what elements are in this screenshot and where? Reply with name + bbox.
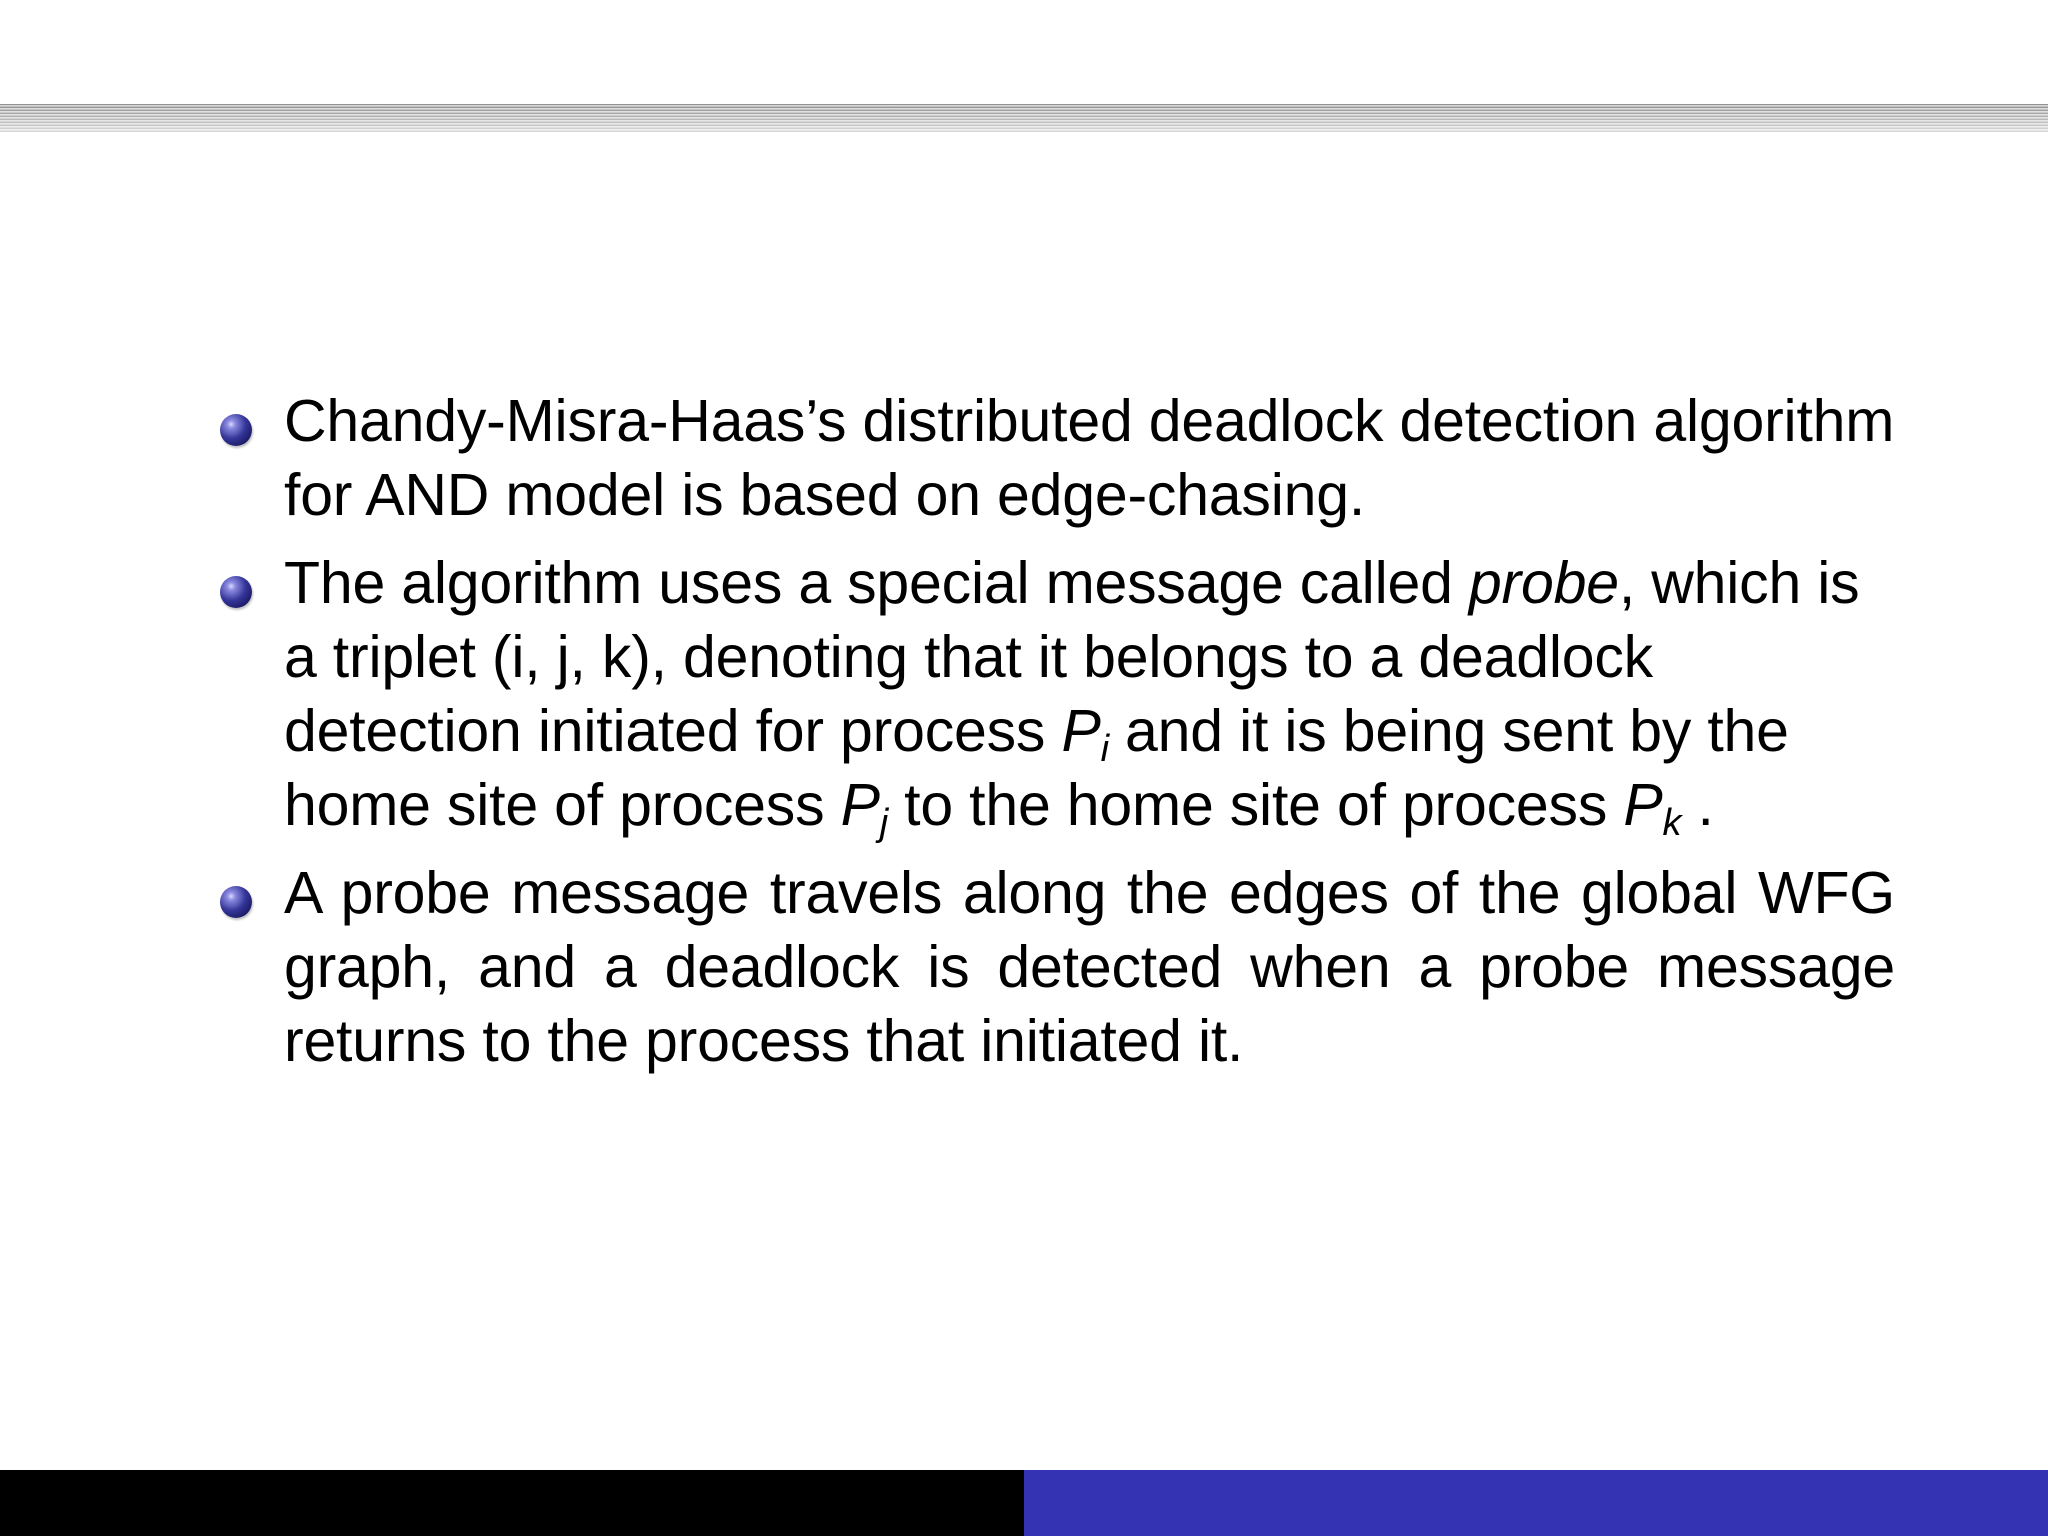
bullet-text — [284, 546, 1895, 842]
text-segment: . — [1681, 772, 1714, 838]
process-symbol: P — [1061, 698, 1101, 764]
bullet-sphere-icon — [220, 576, 252, 608]
bullet-text: Chandy-Misra-Haas’s distributed deadlock detection algorithm for AND model is based on edge-chasing. — [284, 388, 1895, 528]
text-segment: , which is a triplet (i, j, k), denoting that it belongs to a deadlock detection initiated for process — [284, 550, 1860, 764]
probe-term: probe — [1468, 550, 1619, 616]
footer-bar-right — [1024, 1470, 2048, 1536]
bullet-item-2 — [220, 546, 1895, 842]
text-segment: and it is being sent by the home site of process — [284, 698, 1789, 838]
subscript-j: j — [879, 802, 888, 844]
slide-body — [220, 384, 1895, 1092]
header-divider-shading — [0, 104, 2048, 132]
subscript-i: i — [1100, 728, 1109, 770]
text-segment: The algorithm uses a special message called — [284, 550, 1469, 616]
bullet-sphere-icon — [220, 414, 252, 446]
process-symbol: P — [1623, 772, 1663, 838]
subscript-k: k — [1662, 802, 1682, 844]
footer-bar-left — [0, 1470, 1024, 1536]
process-symbol: P — [840, 772, 880, 838]
bullet-text: A probe message travels along the edges of the global WFG graph, and a deadlock is detected when a probe message returns to the process that initiated it. — [284, 860, 1895, 1074]
bullet-item-1 — [220, 384, 1895, 532]
bullet-sphere-icon — [220, 886, 252, 918]
text-segment: to the home site of process — [887, 772, 1624, 838]
bullet-item-3 — [220, 856, 1895, 1078]
